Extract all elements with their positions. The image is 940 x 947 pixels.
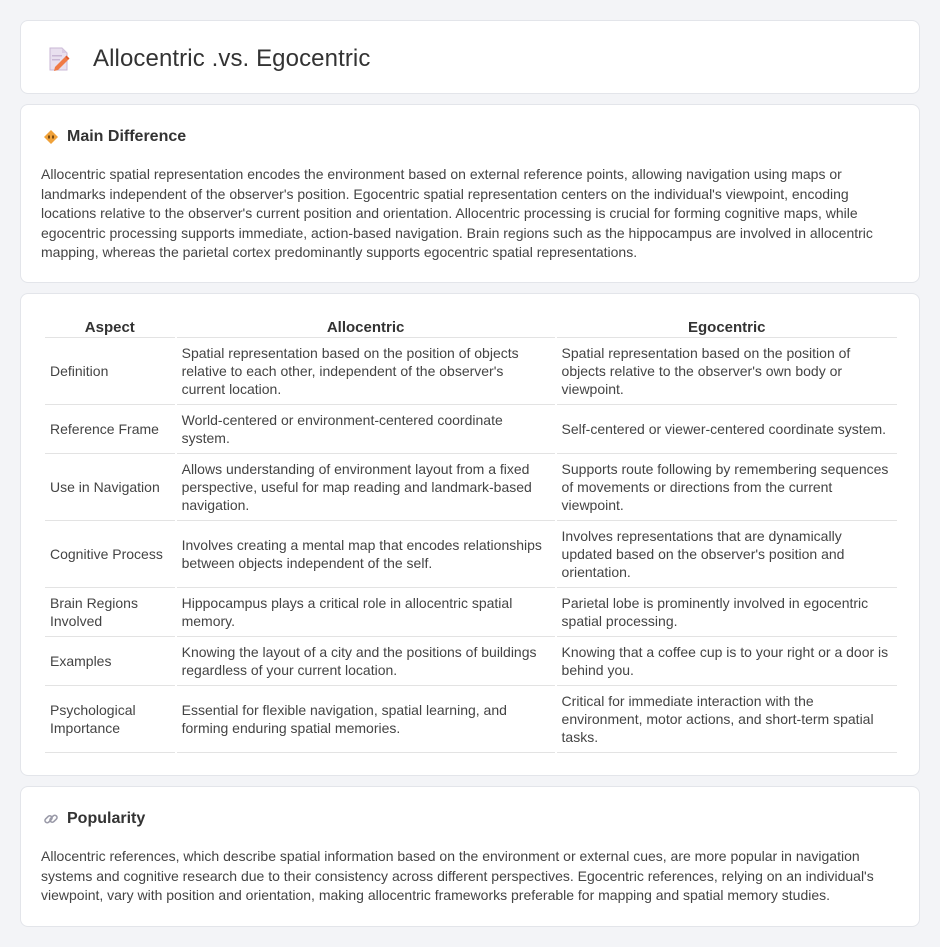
popularity-header [43, 810, 145, 828]
row-aspect: Reference Frame [45, 405, 175, 454]
row-allocentric: Hippocampus plays a critical role in allocentric spatial memory. [177, 588, 555, 637]
main-difference-card [20, 104, 920, 283]
diamond-icon [43, 129, 59, 145]
popularity-text: Allocentric references, which describe spatial information based on the environment or external cues, are more popular in navigation systems and cognitive research due to their consistency across different perspectives. Egocentric references, relying on an individual's viewpoint, vary with position and orientation, making allocentric frameworks preferable for mapping and spatial memory studies. [41, 848, 874, 904]
page-title: Allocentric .vs. Egocentric [93, 45, 371, 72]
table-row [45, 521, 897, 588]
comparison-card [20, 293, 920, 776]
row-egocentric: Critical for immediate interaction with the environment, motor actions, and short-term spatial tasks. [557, 686, 897, 753]
row-allocentric: World-centered or environment-centered coordinate system. [177, 405, 555, 454]
popularity-card [20, 786, 920, 927]
table-row [45, 338, 897, 405]
row-aspect: Definition [45, 338, 175, 405]
title-row [47, 45, 370, 73]
table-row [45, 637, 897, 686]
row-aspect: Cognitive Process [45, 521, 175, 588]
header-egocentric: Egocentric [557, 316, 897, 338]
row-aspect: Examples [45, 637, 175, 686]
table-header-row [45, 316, 897, 338]
row-allocentric: Knowing the layout of a city and the positions of buildings regardless of your current location. [177, 637, 555, 686]
document-pencil-icon [47, 46, 71, 72]
header-aspect: Aspect [45, 316, 175, 338]
table-row [45, 686, 897, 753]
row-allocentric: Involves creating a mental map that encodes relationships between objects independent of the self. [177, 521, 555, 588]
popularity-heading: Popularity [67, 810, 146, 827]
table-row [45, 405, 897, 454]
main-difference-header [43, 128, 186, 146]
row-aspect: Psychological Importance [45, 686, 175, 753]
title-card [20, 20, 920, 94]
header-allocentric: Allocentric [177, 316, 555, 338]
row-egocentric: Knowing that a coffee cup is to your right or a door is behind you. [557, 637, 897, 686]
comparison-table [43, 316, 899, 753]
main-difference-text: Allocentric spatial representation encodes the environment based on external reference points, allowing navigation using maps or landmarks independent of the observer's position. Egocentric spatial representation centers on the individual's viewpoint, encoding locations relative to the observer's current position and orientation. Allocentric processing is crucial for forming cognitive maps, while egocentric processing supports immediate, action-based navigation. Brain regions such as the hippocampus are involved in allocentric mapping, whereas the parietal cortex predominantly supports egocentric spatial representations. [41, 166, 873, 261]
link-icon [43, 811, 59, 827]
main-difference-heading: Main Difference [67, 128, 187, 145]
row-aspect: Brain Regions Involved [45, 588, 175, 637]
row-allocentric: Spatial representation based on the position of objects relative to each other, independent of the observer's current location. [177, 338, 555, 405]
table-row [45, 454, 897, 521]
row-egocentric: Supports route following by remembering sequences of movements or directions from the current viewpoint. [557, 454, 897, 521]
row-allocentric: Allows understanding of environment layout from a fixed perspective, useful for map reading and landmark-based navigation. [177, 454, 555, 521]
table-row [45, 588, 897, 637]
row-aspect: Use in Navigation [45, 454, 175, 521]
row-egocentric: Parietal lobe is prominently involved in egocentric spatial processing. [557, 588, 897, 637]
row-egocentric: Spatial representation based on the position of objects relative to the observer's own body or viewpoint. [557, 338, 897, 405]
row-egocentric: Involves representations that are dynamically updated based on the observer's position and orientation. [557, 521, 897, 588]
row-egocentric: Self-centered or viewer-centered coordinate system. [557, 405, 897, 454]
row-allocentric: Essential for flexible navigation, spatial learning, and forming enduring spatial memories. [177, 686, 555, 753]
